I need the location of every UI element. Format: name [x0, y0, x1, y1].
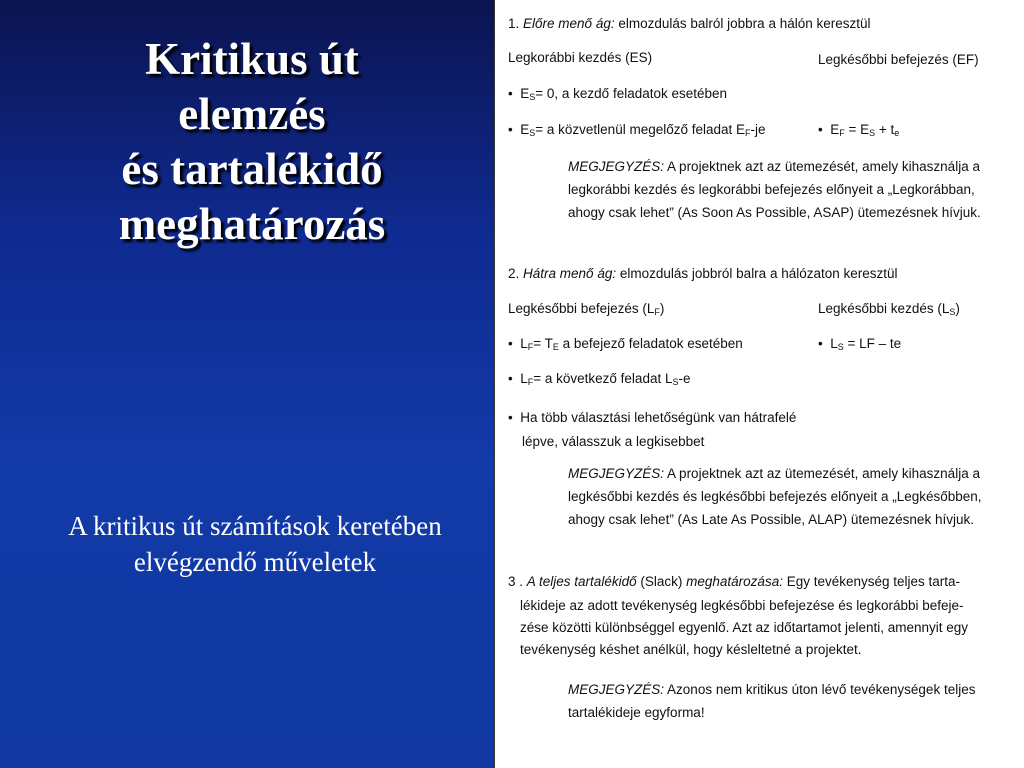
- bullet-dot-icon: •: [818, 122, 831, 137]
- section2-bullet-1: • $L_F= T_E$ a befejező feladatok esetében: [508, 336, 743, 352]
- note-label: MEGJEGYZÉS:: [568, 682, 665, 697]
- section2-col-right: Legkésőbbi kezdés $(L_S)$: [818, 301, 960, 317]
- section1-term: Előre menő ág:: [523, 16, 615, 31]
- section1-bullet-2: • $E_S= a$ közvetlenül megelőző feladat $E_F-je$: [508, 122, 766, 138]
- section3-note: MEGJEGYZÉS: Azonos nem kritikus úton lévő tevékenységek teljes tartalékideje egyforma!: [568, 682, 976, 720]
- section3-number: 3 .: [508, 574, 524, 589]
- section3-term1: A teljes tartalékidő: [526, 574, 637, 589]
- note-label: MEGJEGYZÉS:: [568, 466, 665, 481]
- title-line: és tartalékidő: [121, 144, 383, 194]
- section2-number: 2.: [508, 266, 520, 281]
- note-label: MEGJEGYZÉS:: [568, 159, 665, 174]
- section3-paragraph: lékideje az adott tevékenység legkésőbbi befejezése és legkorábbi befeje- zése közötti különbséggel egyenlő. Azt az időtartamot jelenti, amennyit egy tevékenység késhet anélkül, hogy késleltetné a projektet.: [520, 598, 969, 657]
- section2-desc: elmozdulás jobbról balra a hálózaton keresztül: [619, 266, 898, 281]
- title-line: meghatározás: [118, 199, 386, 249]
- section2-heading: [508, 266, 898, 281]
- section2-term: Hátra menő ág:: [523, 266, 617, 281]
- bullet-dot-icon: •: [508, 410, 521, 425]
- slide-subtitle: A kritikus út számítások keretében elvégzendő műveletek: [68, 511, 442, 577]
- section1-bullet-3: • $E_F = E_S + t_e$: [818, 122, 900, 138]
- slide-title: [10, 32, 494, 252]
- section1-col-left: Legkorábbi kezdés (ES): [508, 50, 653, 65]
- bullet-dot-icon: •: [508, 336, 521, 351]
- bullet-dot-icon: •: [508, 371, 521, 386]
- section1-note: MEGJEGYZÉS: A projektnek azt az ütemezését, amely kihasználja a legkorábbi kezdés és legkorábbi befejezés előnyeit a „Legkorábban, ahogy csak lehet” (As Soon As Possible, ASAP) ütemezésnek hívjuk.: [568, 159, 981, 220]
- section1-desc: elmozdulás balról jobbra a hálón keresztül: [618, 16, 871, 31]
- section1-heading: [508, 16, 871, 31]
- slide-left-panel: [0, 0, 494, 768]
- section1-bullet-1: • $E_S= 0$, a kezdő feladatok esetében: [508, 86, 728, 102]
- section3-term2: meghatározása:: [686, 574, 783, 589]
- section2-note: MEGJEGYZÉS: A projektnek azt az ütemezését, amely kihasználja a legkésőbbi kezdés és legkésőbbi befejezés előnyeit a „Legkésőbben, ahogy csak lehet” (As Late As Possible, ALAP) ütemezésnek hívjuk.: [568, 466, 982, 527]
- document-content: [496, 0, 1018, 768]
- section2-bullet-4: • Ha több választási lehetőségünk van hátrafelé lépve, válasszuk a legkisebbet: [508, 410, 797, 449]
- section2-col-left: Legkésőbbi befejezés $(L_F)$: [508, 301, 665, 317]
- bullet-dot-icon: •: [508, 122, 521, 137]
- bullet-dot-icon: •: [818, 336, 831, 351]
- title-line: elemzés: [178, 89, 326, 139]
- section1-col-right: Legkésőbbi befejezés (EF): [818, 52, 979, 67]
- title-line: Kritikus út: [145, 34, 359, 84]
- bullet-dot-icon: •: [508, 86, 521, 101]
- section3-heading: 3 . A teljes tartalékidő (Slack) meghatározása: Egy tevékenység teljes tarta-: [508, 574, 961, 589]
- section2-bullet-2: • $L_S$ = LF – te: [818, 336, 902, 352]
- section2-bullet-3: • $L_F= a$ következő feladat $L_S-e$: [508, 371, 691, 387]
- section1-number: 1.: [508, 16, 520, 31]
